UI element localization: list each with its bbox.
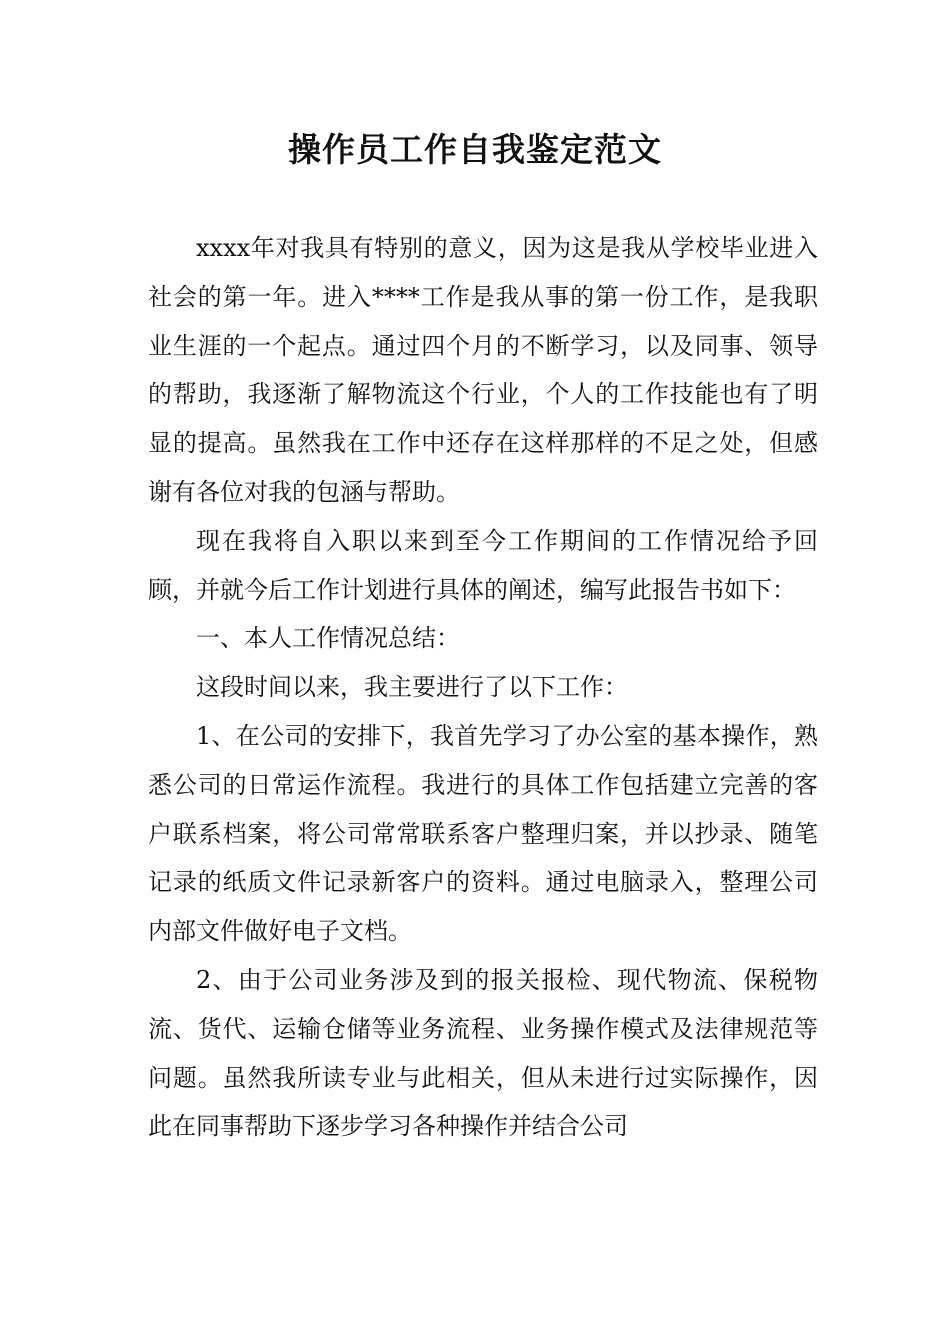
paragraph-work-intro: 这段时间以来，我主要进行了以下工作： <box>196 673 628 702</box>
document-title: 操作员工作自我鉴定范文 <box>288 130 662 169</box>
section-heading-work-summary: 一、本人工作情况总结： <box>196 624 460 653</box>
paragraph-review: 现在我将自入职以来到至今工作期间的工作情况给予回顾，并就今后工作计划进行具体的阐述，编写此报告书如下： <box>148 526 818 604</box>
paragraph-intro: xxxx年对我具有特别的意义，因为这是我从学校毕业进入社会的第一年。进入****工作是我从事的第一份工作，是我职业生涯的一个起点。通过四个月的不断学习，以及同事、领导的帮助，我逐渐了解物流这个行业，个人的工作技能也有了明显的提高。虽然我在工作中还存在这样那样的不足之处，但感谢有各位对我的包涵与帮助。 <box>148 234 818 506</box>
paragraph-item-2: 2、由于公司业务涉及到的报关报检、现代物流、保税物流、货代、运输仓储等业务流程、业务操作模式及法律规范等问题。虽然我所读专业与此相关，但从未进行过实际操作，因此在同事帮助下逐步学习各种操作并结合公司 <box>148 965 818 1141</box>
document-body <box>148 224 818 1151</box>
paragraph-item-1: 1、在公司的安排下，我首先学习了办公室的基本操作，熟悉公司的日常运作流程。我进行的具体工作包括建立完善的客户联系档案，将公司常常联系客户整理归案，并以抄录、随笔记录的纸质文件记录新客户的资料。通过电脑录入，整理公司内部文件做好电子文档。 <box>148 721 818 946</box>
